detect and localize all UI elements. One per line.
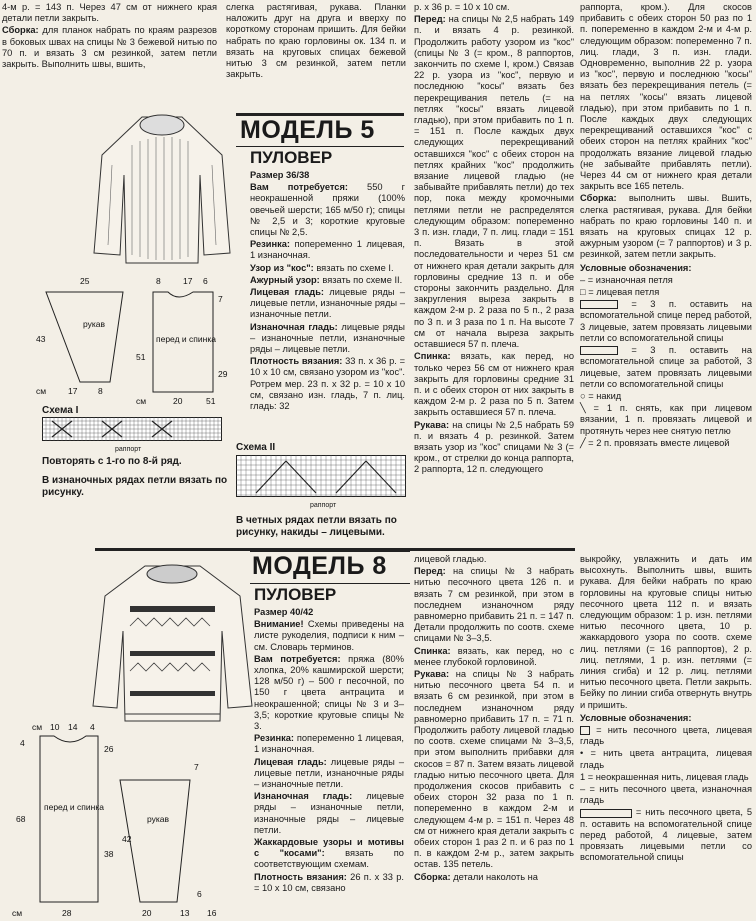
dim-label: 68 bbox=[16, 814, 26, 824]
dim-label: 51 bbox=[136, 352, 146, 362]
top-col1 bbox=[2, 2, 217, 71]
dim-label: см bbox=[12, 908, 23, 918]
model8-jac: вязать по соответствующим схемам. bbox=[254, 848, 404, 870]
model8-dens: 26 п. х 33 р. = 10 х 10 см, связано bbox=[254, 871, 404, 893]
model5-legend-title: Условные обозначения: bbox=[580, 262, 692, 273]
dim-label: 29 bbox=[218, 369, 228, 379]
top-col1-text: 4-м р. = 143 п. Через 47 см от нижнего края детали петли закрыть. bbox=[2, 2, 217, 24]
model8-legend-item: – = нить песочного цвета, изнаночная гладь bbox=[580, 784, 752, 806]
sleeve-label: рукав bbox=[83, 319, 106, 329]
model8-front: на спицы № 3 набрать нитью песочного цвета 126 п. и вязать 7 см резинкой, при этом в последнем изнаночном ряду равномерно прибавить 21 п. = 147 п. Детали продолжить по соотв. схеме спицами № 3–3,5. bbox=[414, 566, 574, 644]
body-label: перед и спинка bbox=[156, 334, 216, 344]
model5-col2 bbox=[250, 170, 405, 413]
model8-col4 bbox=[580, 554, 752, 864]
dim-label: 16 bbox=[207, 908, 217, 918]
model5-legend-item: = 3 п. оставить на вспомогательной спице за работой, 3 лицевые, затем провязать лицевыми петли со вспомогательной спицы bbox=[580, 345, 752, 389]
model5-front-label: Перед: bbox=[414, 14, 446, 25]
dim-label: 7 bbox=[218, 294, 223, 304]
model5-rev: лицевые ряды – изнаночные петли, изнаночные ряды – лицевые петли. bbox=[250, 321, 405, 355]
model5-back-label: Спинка: bbox=[414, 351, 451, 362]
dim-label: 25 bbox=[80, 276, 90, 286]
model5-front: на спицы № 2,5 набрать 149 п. и вязать 4 р. резинкой. Продолжить работу узором из "кос" (спицы № 3 (= кром., 8 раппортов, закончить по схеме I, кром.) Связав 22 р. узора из "кос", первую и последнюю "косы" вязать без перекрещивания петель (= на петлях "косы" вязать лицевой гладью), при этом прибавить по 1 п. = 151 п. После каждых двух следующих перекрещиваний оставшихся "кос" с обеих сторон на петлях крайних "кос" продолжить вязание лицевой гладью (не забывайте прибавлять петли) до тех пор, пока между кромочными петлями петли не распределятся следующим образом: попеременно 3 п. изн. глади, 7 п. лиц. глади = 151 п. Вязать в этой последовательности и через 51 см от нижнего края детали закрыть для горловины средние 13 п. и обе стороны закончить раздельно. Для закругления выреза закрыть в каждом 2-м р. 2 раза по 5 п., 2 раза по 3 п. и 3 раза по 1 п. На высоте 7 см от начала выреза закрыть оставшиеся 57 п. плеча. bbox=[414, 14, 574, 350]
dim-label: 20 bbox=[173, 396, 183, 406]
model8-rib: попеременно 1 лицевая, 1 изнаночная. bbox=[254, 733, 404, 755]
schema1-caption: Повторять с 1-го по 8-й ряд. bbox=[42, 456, 182, 467]
model8-legend-item: = нить песочного цвета, 5 п. оставить на вспомогательной спице перед работой, 4 лицевые, затем провязать лицевыми петли со вспомогательной спицы bbox=[580, 807, 752, 863]
model8-schematics bbox=[2, 722, 252, 920]
model8-rib-label: Резинка: bbox=[254, 733, 295, 744]
model8-col3 bbox=[414, 554, 574, 884]
top-col2 bbox=[226, 2, 406, 81]
model8-stock: лицевые ряды – лицевые петли, изнаночные ряды – изнаночные петли. bbox=[254, 756, 404, 790]
dim-label: 6 bbox=[203, 276, 208, 286]
model8-subtitle: ПУЛОВЕР bbox=[254, 585, 337, 604]
model8-dens-label: Плотность вязания: bbox=[254, 871, 347, 882]
model5-subtitle: ПУЛОВЕР bbox=[250, 148, 333, 167]
schema1-rapport: раппорт bbox=[115, 446, 142, 453]
body-label: перед и спинка bbox=[44, 802, 104, 812]
schema2-rapport: раппорт bbox=[310, 502, 337, 509]
model8-asm-label: Сборка: bbox=[414, 871, 451, 882]
model8-sleeve-label: Рукава: bbox=[414, 669, 450, 680]
dim-label: см bbox=[136, 396, 147, 406]
dim-label: 42 bbox=[122, 834, 132, 844]
model5-title: МОДЕЛЬ 5 bbox=[240, 116, 375, 144]
model8-legend-title: Условные обозначения: bbox=[580, 712, 692, 723]
model5-sub-rule bbox=[236, 146, 404, 147]
model8-jac-label: Жаккардовые узоры и мотивы с "косами": bbox=[254, 837, 404, 859]
dim-label: 14 bbox=[68, 722, 78, 732]
schema2-title: Схема II bbox=[236, 442, 276, 453]
top-col1-assembly-label: Сборка: bbox=[2, 25, 39, 36]
slip-knit-pass-symbol: ╲ = bbox=[580, 403, 599, 414]
top-col1-assembly: для планок набрать по краям разрезов в боковых швах на спицы № 3 бежевой нитью по 70 п. и вязать 3 см резинкой, затем петли закрыть. Выполнить швы, вшить, bbox=[2, 25, 217, 70]
dim-label: 20 bbox=[142, 908, 152, 918]
model8-size: Размер 40/42 bbox=[254, 607, 314, 617]
model8-col4-top: выкройку, увлажнить и дать им высохнуть. Выполнить швы, вшить рукава. Для бейки набрать по краю горловины на круговые спицы нитью песочного цвета 112 п. и вязать следующим образом: 1 р. изн. петлями нитью песочного цвета, 10 р. жаккардового узора по соотв. схеме лиц. петлями (= 16 раппортов), 2 р. лиц. петлями, 1 р. изн. петлями (= линия сгиба) и 12 р. лиц. петлями нитью песочного цвета. Петли закрыть. Бейку по линии сгиба отвернуть внутрь и пришить. bbox=[580, 554, 752, 710]
schema1-chart bbox=[42, 417, 222, 441]
model8-needs-label: Вам потребуется: bbox=[254, 653, 341, 664]
model5-col3 bbox=[414, 2, 574, 477]
sand-knit-symbol bbox=[580, 726, 590, 735]
cable-front-symbol bbox=[580, 300, 618, 309]
model5-rib-label: Резинка: bbox=[250, 239, 291, 250]
model5-legend-item: = 3 п. оставить на вспомогательной спице перед работой, 3 лицевые, затем провязать лицевыми петли со вспомогательной спицы bbox=[580, 299, 752, 343]
schema2-note: В четных рядах петли вязать по рисунку, накиды – лицевыми. bbox=[236, 515, 397, 538]
model8-attn: Схемы приведены на листе рукоделия, подписи к ним – см. Словарь терминов. bbox=[254, 619, 404, 652]
model8-legend-item: = нить песочного цвета, лицевая гладь bbox=[580, 725, 752, 747]
model8-needs: пряжа (80% хлопка, 20% кашмирской шерсти; 128 м/50 г) – 500 г песочной, по 150 г цвета антрацита и неокрашенной; спицы № 3 и 3–3,5; короткие круговые спицы № 3. bbox=[254, 653, 404, 732]
model8-asm-start: детали наколоть на bbox=[453, 871, 538, 882]
schema2-chart bbox=[236, 455, 406, 497]
model5-density-label: Плотность вязания: bbox=[250, 356, 343, 367]
model8-back-label: Спинка: bbox=[414, 645, 451, 656]
model8-legend-item: 1 = неокрашенная нить, лицевая гладь bbox=[580, 771, 749, 782]
model5-stock: лицевые ряды – лицевые петли, изнаночные ряды – изнаночные петли. bbox=[250, 287, 405, 320]
cable-5-symbol bbox=[580, 809, 632, 818]
model8-col2 bbox=[254, 607, 404, 895]
schema1-title: Схема I bbox=[42, 405, 79, 416]
k2tog-symbol: ╱ = bbox=[580, 437, 594, 448]
model5-rib: попеременно 1 лицевая, 1 изнаночная. bbox=[250, 239, 405, 261]
model5-sleeve: на спицы № 2,5 набрать 59 п. и вязать 4 р. резинкой. Затем вязать узор из "кос" спицами № 3 (= кром., от стрелки до конца раппорта, 2 раппорта, 12 п. следующего bbox=[414, 419, 574, 475]
model5-legend-item: ○ = накид bbox=[580, 390, 622, 401]
model8-sleeve: на спицы № 3 набрать нитью песочного цвета 54 п. и вязать 6 см резинкой, при этом в последнем изнаночном ряду равномерно прибавить 17 п. = 71 п. Продолжить работу лицевой гладью по соотв. схеме спицами № 3–3,5, при этом выполнить прибавки для скосов = 87 п. Затем вязать лицевой гладью нитью песочного цвета. Для продолжения скосов прибавить с обеих сторон 32 раза по 1 п. попеременно в каждом 2-м и следующем 4-м р. = 151 п. Через 48 см от нижнего края детали закрыть с обеих сторон 1 раз 2 п. и 6 раз по 1 п. в каждом 2-м р., затем закрыть остав. 135 петель. bbox=[414, 669, 574, 870]
model5-legend-item: 2 п. провязать вместе лицевой bbox=[596, 437, 730, 448]
model8-sub-rule bbox=[250, 583, 410, 584]
model5-assembly: выполнить швы. Вшить, слегка растягивая, рукава. Для бейки набрать по краю горловины 140 п. и вязать на круговых спицах 12 р. ажурным узором (= 7 раппортов) и 3 р. резинкой, затем петли закрыть. bbox=[580, 193, 752, 260]
model5-cable-label: Узор из "кос": bbox=[250, 262, 314, 273]
model5-legend-item: 1 п. снять, как при лицевом вязании, 1 п. провязать лицевой и протянуть через нее снятую петлю bbox=[580, 403, 752, 436]
dim-label: 4 bbox=[20, 738, 25, 748]
dim-label: 10 bbox=[50, 722, 60, 732]
model8-col3-top: лицевой гладью. bbox=[414, 554, 487, 564]
dim-label: 7 bbox=[194, 762, 199, 772]
dim-label: см bbox=[32, 722, 43, 732]
sleeve-label: рукав bbox=[147, 814, 170, 824]
dim-label: 26 bbox=[104, 744, 114, 754]
model8-attn-label: Внимание! bbox=[254, 619, 304, 630]
model8-rev: лицевые ряды – изнаночные петли, изнаночные ряды – лицевые петли. bbox=[254, 791, 404, 835]
model5-col4-top: раппорта, кром.). Для скосов прибавить с обеих сторон 50 раз по 1 п. попеременно в каждом 2-м и 4-м р. следующим образом: попеременно 7 п. лиц. глади, 3 п. изн. глади. Одновременно, выполнив 22 р. узора из "кос", первую и последнюю "косы" вязать без перекрещивания петель (= на петлях "косы" вязать лицевой гладью), при этом прибавить по 1 п. После каждых двух следующих перекрещиваний оставшихся "кос" с обеих сторон на петлях крайних "кос" продолжать вязание лицевой гладью (не забывайте прибавлять петли). Через 44 см от нижнего края детали закрыть все 165 петель. bbox=[580, 2, 752, 192]
model5-sleeve-label: Рукава: bbox=[414, 419, 450, 430]
dim-label: 4 bbox=[90, 722, 95, 732]
sweater-sketch-model8 bbox=[90, 556, 255, 726]
model8-rev-label: Изнаночная гладь: bbox=[254, 791, 353, 802]
dim-label: 8 bbox=[98, 386, 103, 396]
model5-stock-label: Лицевая гладь: bbox=[250, 287, 325, 298]
model5-schematics bbox=[28, 272, 243, 406]
sweater-sketch-model5 bbox=[92, 105, 232, 265]
model5-cable: вязать по схеме I. bbox=[316, 262, 394, 273]
model8-legend-item: • = нить цвета антрацита, лицевая гладь bbox=[580, 748, 752, 770]
dim-label: 17 bbox=[68, 386, 78, 396]
dim-label: 51 bbox=[206, 396, 216, 406]
model5-assembly-label: Сборка: bbox=[580, 193, 617, 204]
model8-title: МОДЕЛЬ 8 bbox=[252, 552, 387, 580]
dim-label: 6 bbox=[197, 889, 202, 899]
model8-stock-label: Лицевая гладь: bbox=[254, 756, 327, 767]
schema1-note: В изнаночных рядах петли вязать по рисунку. bbox=[42, 475, 228, 498]
dim-label: 43 bbox=[36, 334, 46, 344]
model5-needs: 550 г неокрашенной пряжи (100% овечьей шерсти; 165 м/50 г); спицы № 2,5 и 3; короткие круговые спицы № 2,5. bbox=[250, 182, 405, 238]
model5-col3-top: р. х 36 р. = 10 х 10 см. bbox=[414, 2, 510, 12]
dim-label: 17 bbox=[183, 276, 193, 286]
cable-back-symbol bbox=[580, 346, 618, 355]
dim-label: 38 bbox=[104, 849, 114, 859]
model5-lace: вязать по схеме II. bbox=[322, 274, 403, 285]
dim-label: 8 bbox=[156, 276, 161, 286]
model5-density: 33 п. х 36 р. = 10 х 10 см, связано узором из "кос". Ротрем мер. 23 п. х 32 р. = 10 х 10 см, связано изн. гладь, 7 п. лиц. гладь: 32 bbox=[250, 356, 405, 412]
model5-col4 bbox=[580, 2, 752, 450]
model5-needs-label: Вам потребуется: bbox=[250, 182, 348, 193]
model5-legend-item: □ = лицевая петля bbox=[580, 287, 660, 298]
model5-rev-label: Изнаночная гладь: bbox=[250, 321, 338, 332]
model5-lace-label: Ажурный узор: bbox=[250, 274, 320, 285]
model5-legend-item: – = изнаночная петля bbox=[580, 274, 673, 285]
dim-label: см bbox=[36, 386, 47, 396]
dim-label: 13 bbox=[180, 908, 190, 918]
model8-back: вязать, как перед, но с менее глубокой горловиной. bbox=[414, 645, 574, 667]
model5-size: Размер 36/38 bbox=[250, 170, 310, 180]
dim-label: 28 bbox=[62, 908, 72, 918]
top-col2-text: слегка растягивая, рукава. Планки наложить друг на друга и вверху по короткому сторонам пришить. Для бейки набрать по краю горловины ок. 134 п. и вязать на круговых спицах бежевой нитью 3 см резинкой, затем петли закрыть. bbox=[226, 2, 406, 80]
model5-back: вязать, как перед, но только через 56 см от нижнего края закрыть для горловины средние 31 п. и с обеих сторон от них закрыть в каждом 2-м р. 2 раза по 5 п. Затем закрыть оставшиеся 57 п. плеча. bbox=[414, 351, 574, 418]
model8-front-label: Перед: bbox=[414, 566, 446, 577]
